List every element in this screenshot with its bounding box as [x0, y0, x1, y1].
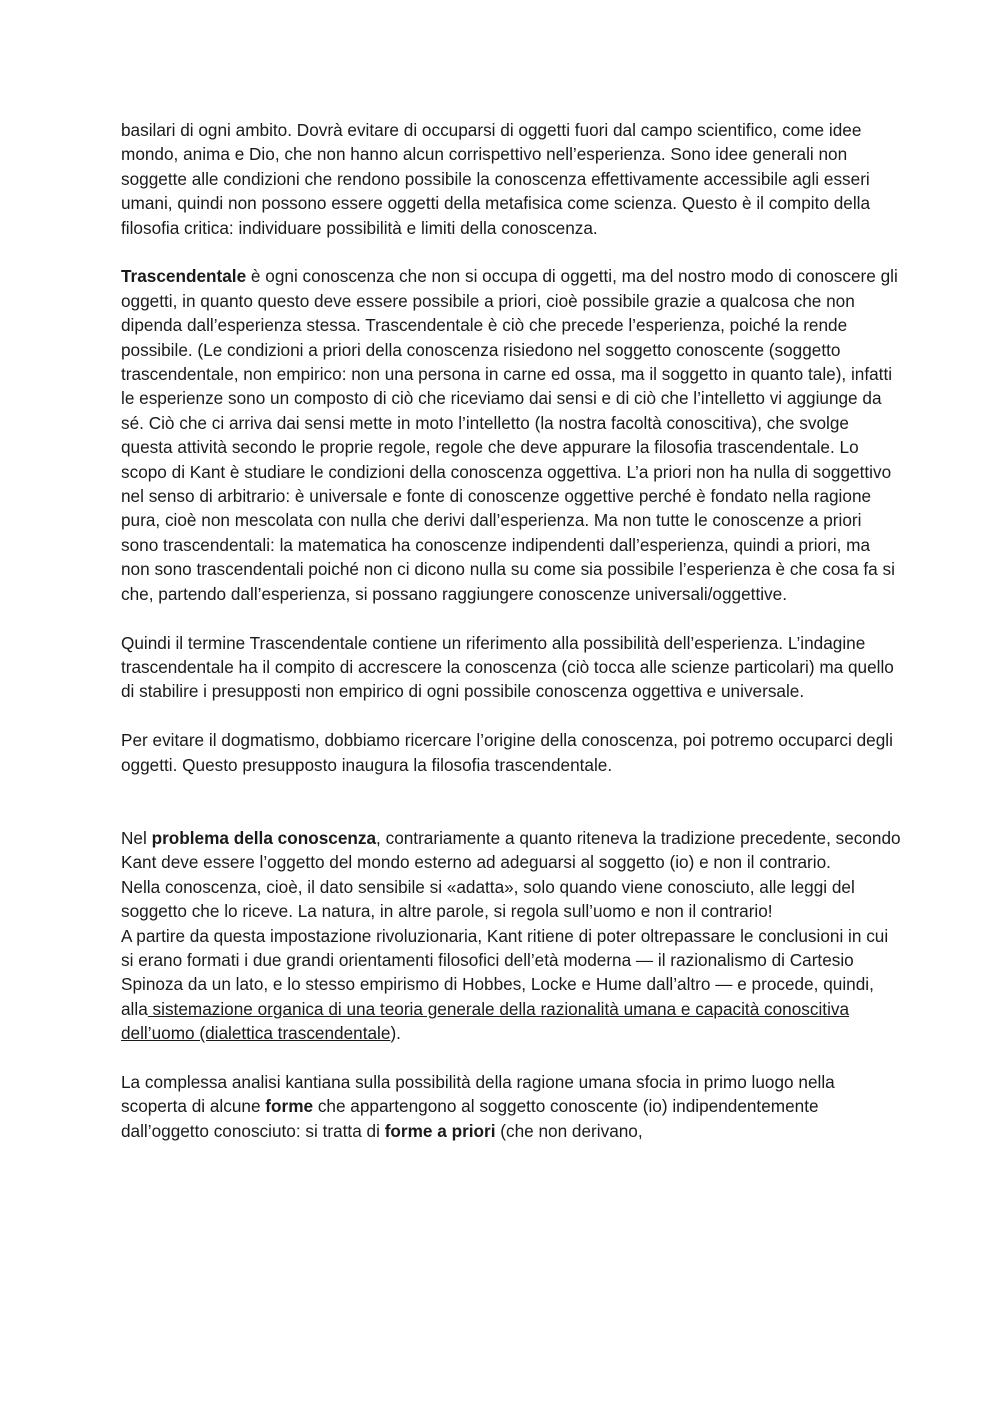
paragraph-spacer — [121, 240, 901, 264]
paragraph-sensible-data: Nella conoscenza, cioè, il dato sensibile si «adatta», solo quando viene conosciuto, alle leggi del soggetto che lo riceve. La natura, in altre parole, si regola sull’uomo e non il contrario! — [121, 876, 855, 922]
term-forme: forme — [265, 1096, 314, 1117]
paragraph-text: è ogni conoscenza che non si occupa di oggetti, ma del nostro modo di conoscere gli oggetti, in quanto questo deve essere possibile a priori, cioè possibile grazie a qualcosa che non dipenda dall’esperienza stessa. Trascendentale è ciò che precede l’esperienza, poiché la rende possibile. (Le condizioni a priori della conoscenza risiedono nel soggetto conoscente (soggetto trascendentale, non empirico: non una persona in carne ed ossa, ma il soggetto in quanto tale), infatti le esperienze sono un composto di ciò che riceviamo dai sensi e di ciò che l’intelletto vi aggiunge da sé. Ciò che ci arriva dai sensi mette in moto l’intelletto (la nostra facoltà conoscitiva), che svolge questa attività secondo le proprie regole, regole che deve appurare la filosofia trascendentale. Lo scopo di Kant è studiare le condizioni della conoscenza oggettiva. L’a priori non ha nulla di soggettivo nel senso di arbitrario: è universale e fonte di conoscenze oggettive perché è fondato nella ragione pura, cioè non mescolata con nulla che derivi dall’esperienza. Ma non tutte le conoscenze a priori sono trascendentali: la matematica ha conoscenze indipendenti dall’esperienza, quindi a priori, ma non sono trascendentali poiché non ci dicono nulla su come sia possibile l’esperienza è che cosa fa si che, partendo dall’esperienza, si possano raggiungere conoscenze universali/oggettive. — [121, 266, 898, 604]
document-body — [121, 118, 901, 1143]
paragraph-spacer — [121, 704, 901, 728]
paragraph-spacer — [121, 1046, 901, 1070]
term-forme-a-priori: forme a priori — [384, 1120, 496, 1141]
paragraph-text: A partire da questa impostazione rivoluzionaria, Kant ritiene di poter oltrepassare le conclusioni in cui si erano formati i due grandi orientamenti filosofici dell’età moderna — il razionalismo di Cartesio Spinoza da un lato, e lo stesso empirismo di Hobbes, Locke e Hume dall’altro — e procede, quindi, alla — [121, 925, 889, 1019]
paragraph-transcendental-definition — [121, 264, 901, 606]
paragraph-text: Nel — [121, 827, 152, 848]
paragraph-dogmatism: Per evitare il dogmatismo, dobbiamo ricercare l’origine della conoscenza, poi potremo occuparci degli oggetti. Questo presupposto inaugura la filosofia trascendentale. — [121, 730, 893, 775]
paragraph-revolutionary-approach — [121, 924, 901, 1046]
paragraph-text: , contrariamente a quanto riteneva la tradizione precedente, secondo Kant deve essere l’oggetto del mondo esterno ad adeguarsi al soggetto (io) e non il contrario. — [121, 827, 901, 873]
paragraph-transcendental-possibility: Quindi il termine Trascendentale contiene un riferimento alla possibilità dell’esperienza. L’indagine trascendentale ha il compito di accrescere la conoscenza (ciò tocca alle scienze particolari) ma quello di stabilire i presupposti non empirico di ogni possibile conoscenza oggettiva e universale. — [121, 632, 894, 702]
paragraph-text: che appartengono al soggetto conoscente (io) indipendentemente dall’oggetto conosciuto: si tratta di — [121, 1096, 819, 1141]
underlined-phrase: sistemazione organica di una teoria generale della razionalità umana e capacità conoscitiva dell’uomo (dialettica trascendentale — [121, 998, 850, 1044]
term-problema-conoscenza: problema della conoscenza — [151, 827, 377, 848]
paragraph-spacer — [121, 606, 901, 630]
paragraph-text: ). — [390, 1023, 401, 1044]
paragraph-critical-philosophy: basilari di ogni ambito. Dovrà evitare di occuparsi di oggetti fuori dal campo scientifico, come idee mondo, anima e Dio, che non hanno alcun corrispettivo nell’esperienza. Sono idee generali non soggette alle condizioni che rendono possibile la conoscenza effettivamente accessibile agli esseri umani, quindi non possono essere oggetti della metafisica come scienza. Questo è il compito della filosofia critica: individuare possibilità e limiti della conoscenza. — [121, 120, 871, 238]
paragraph-knowledge-problem — [121, 826, 901, 875]
paragraph-a-priori-forms — [121, 1070, 901, 1143]
paragraph-text: (che non derivano, — [495, 1120, 643, 1141]
term-trascendentale: Trascendentale — [121, 266, 247, 287]
paragraph-spacer — [121, 777, 901, 826]
paragraph-text: La complessa analisi kantiana sulla possibilità della ragione umana sfocia in primo luogo nella scoperta di alcune — [121, 1071, 835, 1117]
